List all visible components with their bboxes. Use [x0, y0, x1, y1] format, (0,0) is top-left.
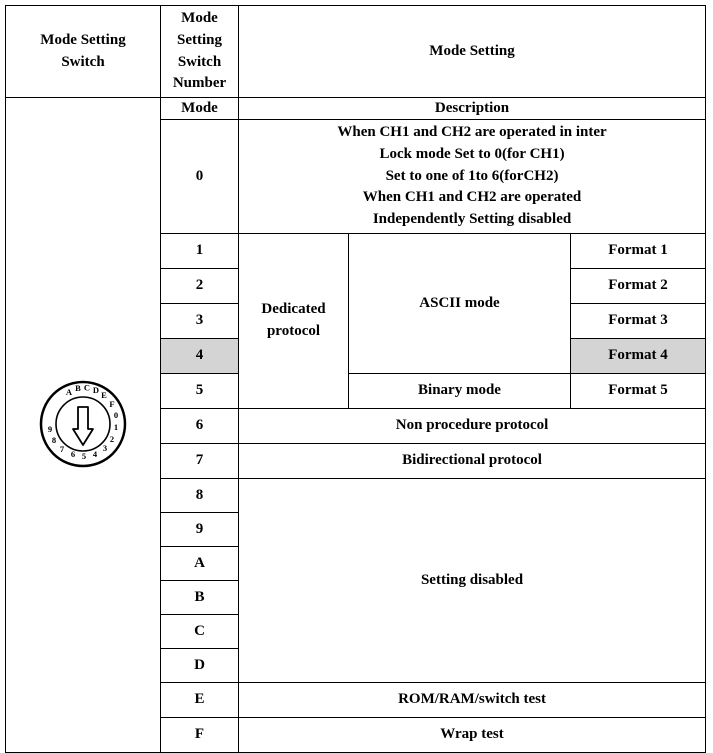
table-subheader-row	[6, 98, 706, 120]
mode-0-desc-line2: Lock mode Set to 0(for CH1)	[379, 145, 565, 162]
dedicated-protocol-line2: protocol	[266, 322, 321, 339]
svg-text:1: 1	[113, 422, 119, 433]
mode-number-7: 7	[161, 443, 239, 478]
mode-0-desc-line4: When CH1 and CH2 are operated	[362, 189, 582, 206]
mode-number-f: F	[161, 717, 239, 752]
svg-text:4: 4	[92, 449, 98, 460]
format-cell-2: Format 2	[571, 268, 706, 303]
ascii-mode-cell: ASCII mode	[349, 233, 571, 373]
rotary-switch-dial-cell	[6, 98, 161, 753]
subheader-description: Description	[239, 98, 706, 120]
setting-disabled-description: Setting disabled	[239, 478, 706, 682]
svg-text:2: 2	[109, 434, 115, 445]
dedicated-protocol-line1: Dedicated	[261, 301, 326, 317]
table-header-row	[6, 6, 706, 98]
dial-wrapper	[9, 377, 157, 472]
svg-text:8: 8	[51, 435, 57, 446]
mode-number-4: 4	[161, 338, 239, 373]
mode-0-desc-line3: Set to one of 1to 6(forCH2)	[385, 167, 559, 184]
header-mode-setting-switch	[6, 6, 161, 98]
format-cell-3: Format 3	[571, 303, 706, 338]
svg-text:3: 3	[102, 443, 108, 454]
mode-number-d: D	[161, 648, 239, 682]
mode-setting-table	[5, 5, 706, 753]
svg-text:B: B	[75, 383, 81, 394]
document-page	[0, 5, 713, 743]
header-mode-setting: Mode Setting	[239, 6, 706, 98]
mode-number-5: 5	[161, 373, 239, 408]
mode-number-a: A	[161, 546, 239, 580]
subheader-mode: Mode	[161, 98, 239, 120]
mode-number-9: 9	[161, 512, 239, 546]
svg-text:F: F	[109, 399, 115, 410]
header-switch-line2: Switch	[61, 53, 105, 70]
mode-number-e: E	[161, 682, 239, 717]
header-number-line2: Setting	[177, 31, 222, 48]
mode-0-desc-line5: Independently Setting disabled	[372, 211, 572, 227]
svg-text:C: C	[83, 382, 91, 393]
header-number-line4: Number	[172, 75, 227, 92]
mode-f-description: Wrap test	[239, 717, 706, 752]
mode-number-3: 3	[161, 303, 239, 338]
mode-number-c: C	[161, 614, 239, 648]
svg-text:7: 7	[59, 444, 65, 455]
mode-number-0: 0	[161, 120, 239, 234]
svg-text:9: 9	[47, 424, 53, 435]
mode-6-description: Non procedure protocol	[239, 408, 706, 443]
header-number-line3: Switch	[177, 53, 222, 70]
mode-number-2: 2	[161, 268, 239, 303]
format-cell-4: Format 4	[571, 338, 706, 373]
svg-text:0: 0	[113, 410, 119, 421]
svg-text:5: 5	[81, 451, 87, 462]
mode-0-desc-line1: When CH1 and CH2 are operated in inter	[337, 124, 607, 140]
svg-text:D: D	[92, 385, 100, 396]
mode-number-8: 8	[161, 478, 239, 512]
dedicated-protocol-cell	[239, 233, 349, 408]
format-cell-1: Format 1	[571, 233, 706, 268]
binary-mode-cell: Binary mode	[349, 373, 571, 408]
mode-number-6: 6	[161, 408, 239, 443]
mode-number-1: 1	[161, 233, 239, 268]
header-mode-setting-switch-number	[161, 6, 239, 98]
mode-e-description: ROM/RAM/switch test	[239, 682, 706, 717]
header-number-line1: Mode	[181, 10, 218, 26]
svg-text:6: 6	[70, 449, 76, 460]
header-switch-line1: Mode Setting	[40, 31, 126, 48]
svg-text:E: E	[101, 390, 107, 401]
svg-text:A: A	[65, 387, 73, 398]
mode-number-b: B	[161, 580, 239, 614]
mode-0-description	[239, 120, 706, 234]
format-cell-5: Format 5	[571, 373, 706, 408]
mode-7-description: Bidirectional protocol	[239, 443, 706, 478]
rotary-switch-dial-icon	[28, 377, 138, 472]
